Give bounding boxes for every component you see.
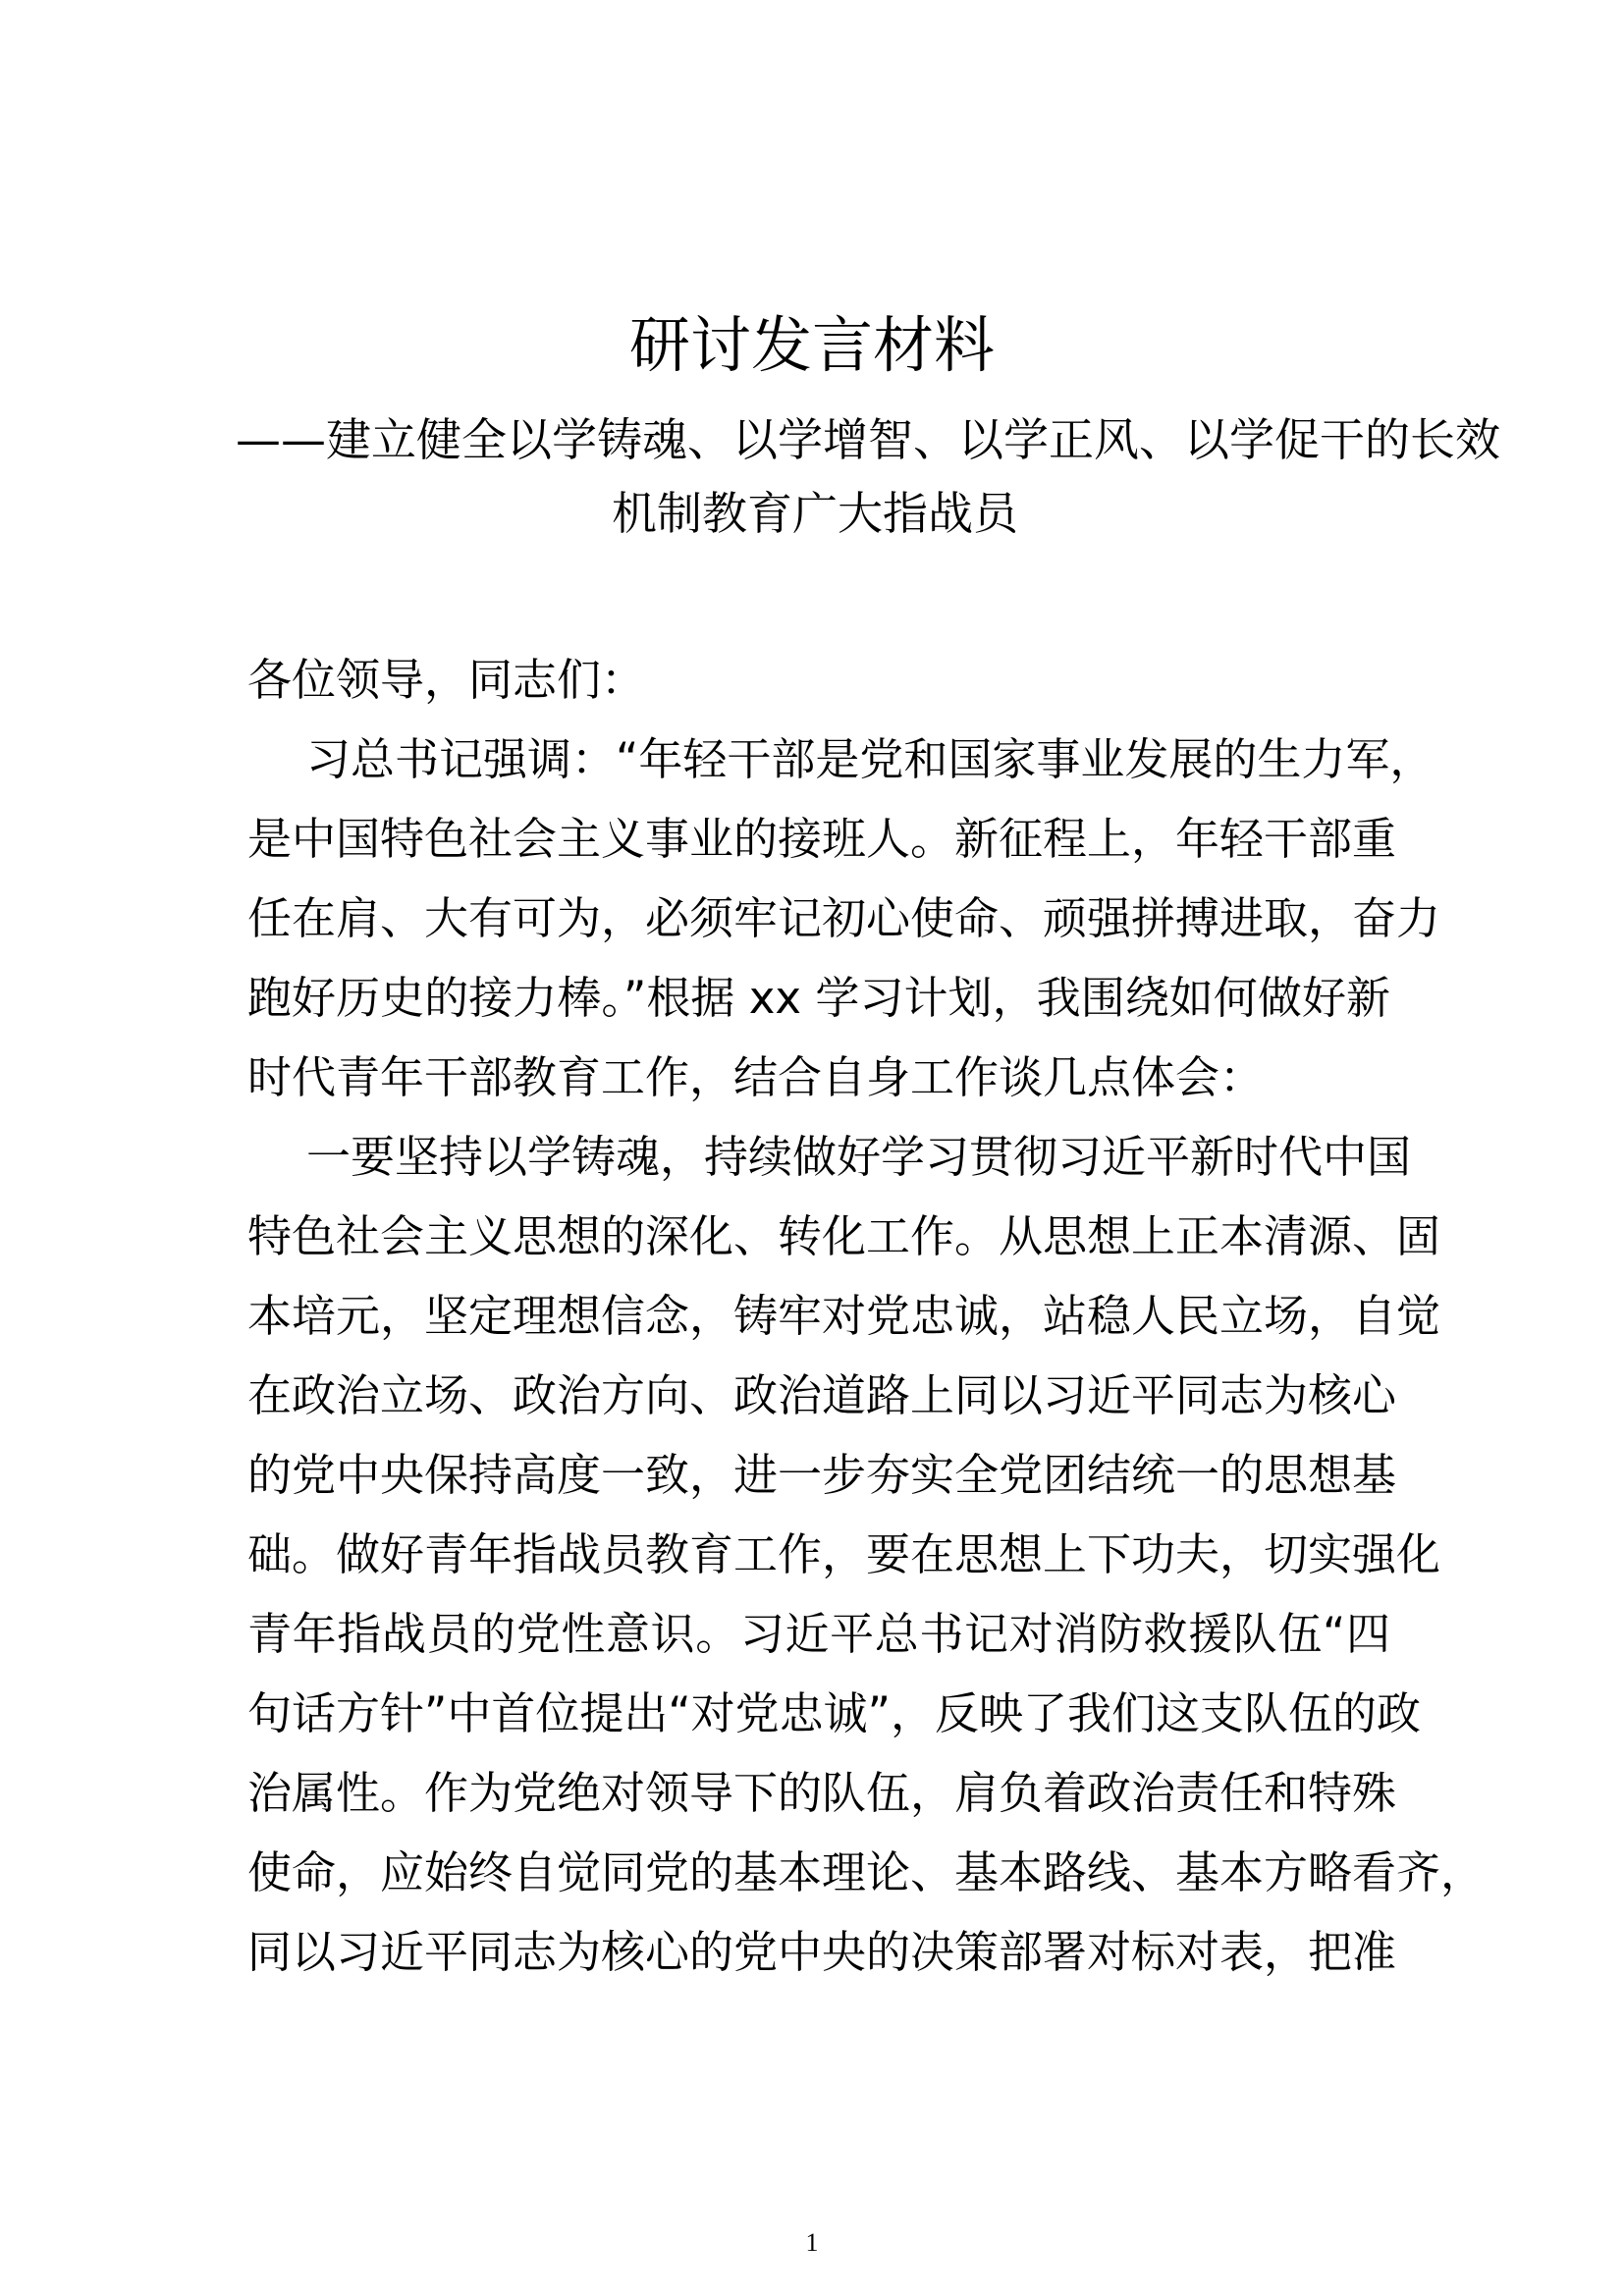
paragraph-line: 同以习近平同志为核心的党中央的决策部署对标对表，把准 — [247, 1926, 1397, 1978]
paragraph-line: 一要坚持以学铸魂，持续做好学习贯彻习近平新时代中国 — [306, 1131, 1412, 1183]
paragraph-line: 在政治立场、政治方向、政治道路上同以习近平同志为核心 — [247, 1369, 1397, 1421]
paragraph-line: 使命，应始终自觉同党的基本理论、基本路线、基本方略看齐， — [247, 1846, 1486, 1898]
paragraph-line: 跑好历史的接力棒。”根据 xx 学习计划，我围绕如何做好新 — [247, 972, 1390, 1024]
document-body — [247, 640, 1486, 1992]
paragraph-line: 本培元，坚定理想信念，铸牢对党忠诚，站稳人民立场，自觉 — [247, 1290, 1441, 1342]
page-number: 1 — [805, 2228, 819, 2257]
document-subtitle-line-1: ——建立健全以学铸魂、以学增智、以学正风、以学促干的长效 — [236, 413, 1500, 466]
paragraph-line: 句话方针”中首位提出“对党忠诚”，反映了我们这支队伍的政 — [247, 1687, 1421, 1739]
document-subtitle-line-2: 机制教育广大指战员 — [612, 487, 1018, 540]
paragraph-line: 是中国特色社会主义事业的接班人。新征程上，年轻干部重 — [247, 813, 1397, 865]
paragraph-line: 的党中央保持高度一致，进一步夯实全党团结统一的思想基 — [247, 1449, 1397, 1501]
paragraphs — [247, 720, 1486, 1992]
document-title: 研讨发言材料 — [628, 309, 995, 381]
paragraph — [247, 720, 1441, 1117]
paragraph-line: 习总书记强调：“年轻干部是党和国家事业发展的生力军， — [306, 733, 1435, 785]
paragraph-line: 任在肩、大有可为，必须牢记初心使命、顽强拼搏进取，奋力 — [247, 892, 1441, 944]
paragraph-line: 特色社会主义思想的深化、转化工作。从思想上正本清源、固 — [247, 1210, 1441, 1262]
paragraph-line: 础。做好青年指战员教育工作，要在思想上下功夫，切实强化 — [247, 1528, 1441, 1580]
paragraph — [247, 1117, 1486, 1992]
paragraph-line: 青年指战员的党性意识。习近平总书记对消防救援队伍“四 — [247, 1608, 1390, 1660]
greeting: 各位领导，同志们： — [247, 654, 646, 706]
paragraph-line: 时代青年干部教育工作，结合自身工作谈几点体会： — [247, 1051, 1265, 1103]
paragraph-line: 治属性。作为党绝对领导下的队伍，肩负着政治责任和特殊 — [247, 1767, 1397, 1819]
